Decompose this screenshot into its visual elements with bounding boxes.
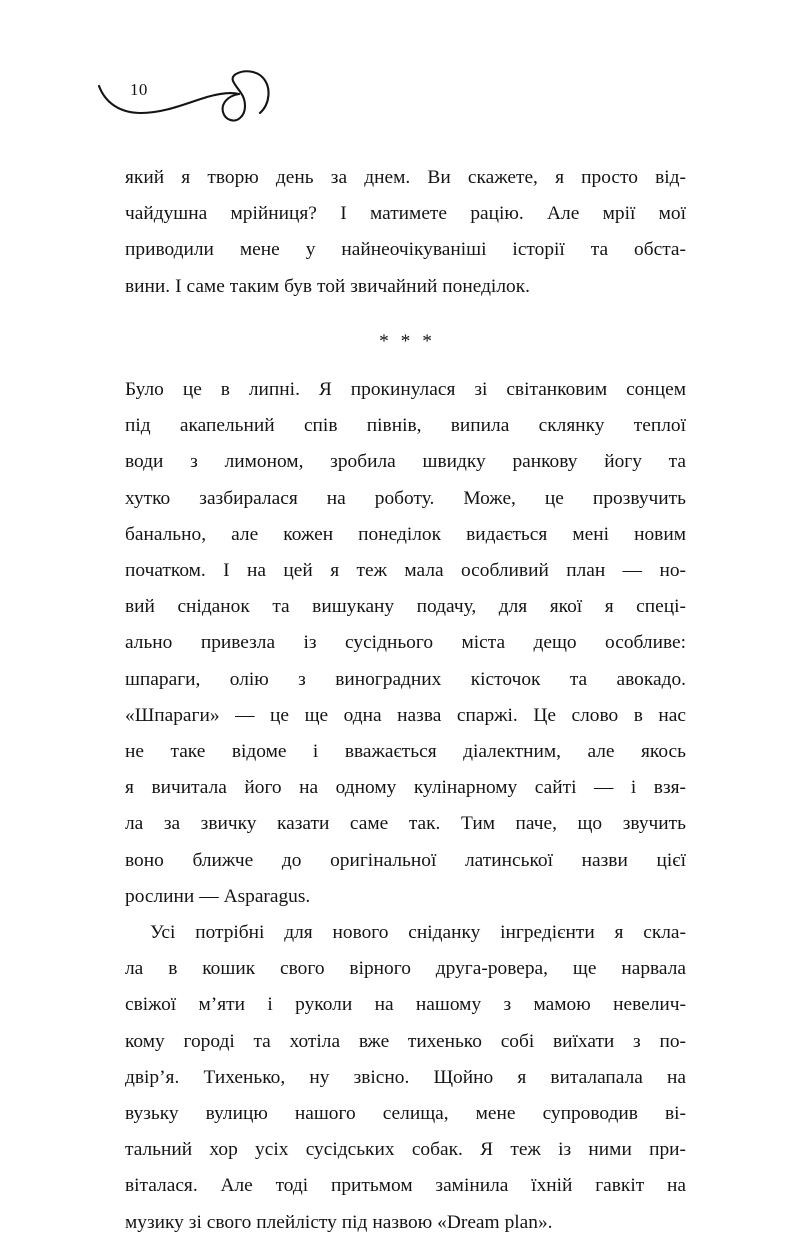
divider-spacer-bottom <box>125 360 686 372</box>
text-line: банально, але кожен понеділок видається мені новим <box>125 523 686 545</box>
paragraph-bike-ride <box>125 915 686 1241</box>
page-number: 10 <box>130 80 148 99</box>
text-line: Було це в липні. Я прокинулася зі світанковим сонцем <box>125 379 686 401</box>
text-line: музику зі свого плейлісту під назвою «Dream plan». <box>125 1211 553 1233</box>
text-line: вий сніданок та вишукану подачу, для якої я спеці- <box>125 596 686 618</box>
text-line: початком. І на цей я теж мала особливий план — но- <box>125 560 686 582</box>
paragraph-continuation <box>125 160 686 305</box>
text-line: вузьку вулицю нашого селища, мене супроводив ві- <box>125 1103 686 1125</box>
text-line: ла за звичку казати саме так. Тим паче, що звучить <box>125 813 686 835</box>
text-line: свіжої м’яти і руколи на нашому з мамою невелич- <box>125 994 686 1016</box>
calligraphic-flourish-ornament <box>95 66 295 128</box>
divider-spacer-top <box>125 305 686 324</box>
text-line: ально привезла із сусіднього міста дещо особливе: <box>125 632 686 654</box>
text-line: хутко зазбиралася на роботу. Може, це прозвучить <box>125 487 686 509</box>
text-line: Усі потрібні для нового сніданку інгредієнти я скла- <box>150 922 686 944</box>
text-line: тальний хор усіх сусідських собак. Я теж із ними при- <box>125 1139 686 1161</box>
page-header <box>0 62 800 142</box>
text-line: води з лимоном, зробила швидку ранкову йогу та <box>125 451 686 473</box>
text-line: ла в кошик свого вірного друга-ровера, ще нарвала <box>125 958 686 980</box>
paragraph-morning <box>125 372 686 915</box>
text-line: двір’я. Тихенько, ну звісно. Щойно я виталапала на <box>125 1066 686 1088</box>
text-line: не таке відоме і вважається діалектним, але якось <box>125 741 686 763</box>
text-line: приводили мене у найнеочікуваніші історії та обста- <box>125 239 686 261</box>
text-line: рослини — Asparagus. <box>125 885 311 907</box>
text-line: воно ближче до оригінальної латинської назви цієї <box>125 849 686 871</box>
text-line: чайдушна мрійниця? І матимете рацію. Але мрії мої <box>125 203 686 225</box>
text-line: вини. І саме таким був той звичайний понеділок. <box>125 275 530 297</box>
section-divider: * * * <box>379 330 436 352</box>
page-text-body <box>125 160 686 1241</box>
text-line: віталася. Але тоді притьмом замінила їхній гавкіт на <box>125 1175 686 1197</box>
text-line: я вичитала його на одному кулінарному сайті — і взя- <box>125 777 686 799</box>
text-line: «Шпараги» — це ще одна назва спаржі. Це слово в нас <box>125 704 686 726</box>
text-line: кому городі та хотіла вже тихенько собі виїхати з по- <box>125 1030 686 1052</box>
text-line: під акапельний спів півнів, випила склянку теплої <box>125 415 686 437</box>
text-line: який я творю день за днем. Ви скажете, я просто від- <box>125 167 686 188</box>
text-line: шпараги, олію з виноградних кісточок та авокадо. <box>125 668 686 690</box>
